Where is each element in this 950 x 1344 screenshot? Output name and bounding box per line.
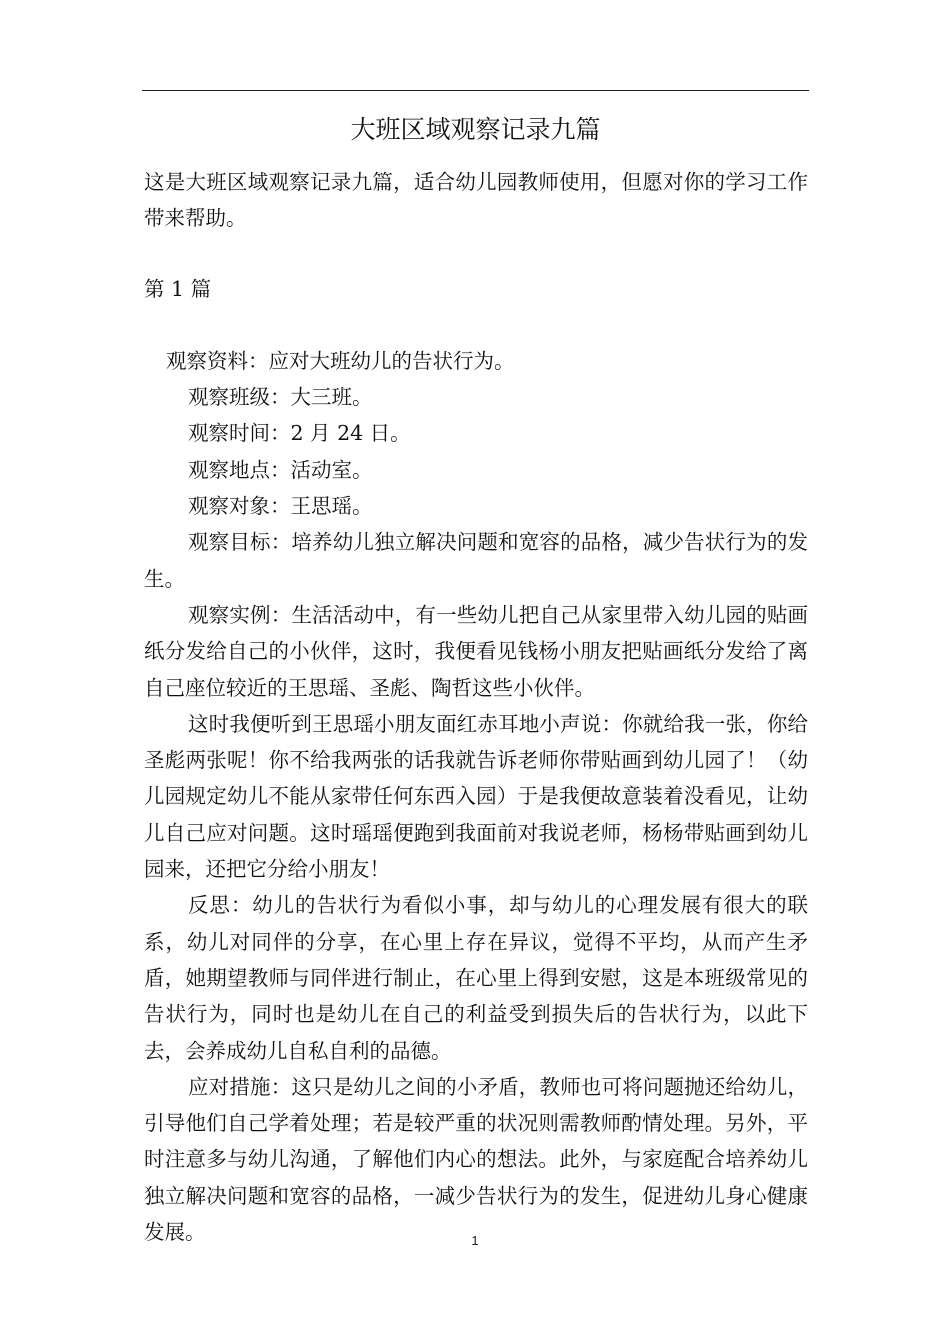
section-heading: 第 1 篇 xyxy=(144,276,212,301)
measures-paragraph: 应对措施：这只是幼儿之间的小矛盾，教师也可将问题抛还给幼儿，引导他们自己学着处理；若是较严重的状况则需教师酌情处理。另外，平时注意多与幼儿沟通，了解他们内心的想法。此外，与家庭配合培养幼儿独立解决问题和宽容的品格，一减少告状行为的发生，促进幼儿身心健康发展。 xyxy=(144,1074,808,1245)
observation-dialogue: 这时我便听到王思瑶小朋友面红赤耳地小声说：你就给我一张，你给圣彪两张呢！你不给我两张的话我就告诉老师你带贴画到幼儿园了！（幼儿园规定幼儿不能从家带任何东西入园）于是我便故意装着没看见，让幼儿自己应对问题。这时瑶瑶便跑到我面前对我说老师，杨杨带贴画到幼儿园来，还把它分给小朋友！ xyxy=(144,711,808,882)
observation-material: 观察资料：应对大班幼儿的告状行为。 xyxy=(166,348,515,373)
reflection-paragraph: 反思：幼儿的告状行为看似小事，却与幼儿的心理发展有很大的联系，幼儿对同伴的分享，在心里上存在异议，觉得不平均，从而产生矛盾，她期望教师与同伴进行制止，在心里上得到安慰，这是本班级常见的告状行为，同时也是幼儿在自己的利益受到损失后的告状行为，以此下去，会养成幼儿自私自利的品德。 xyxy=(144,893,808,1063)
observation-subject: 观察对象：王思瑶。 xyxy=(188,494,373,519)
observation-example: 观察实例：生活活动中，有一些幼儿把自己从家里带入幼儿园的贴画纸分发给自己的小伙伴，这时，我便看见钱杨小朋友把贴画纸分发给了离自己座位较近的王思瑶、圣彪、陶哲这些小伙伴。 xyxy=(144,602,808,700)
intro-paragraph: 这是大班区域观察记录九篇，适合幼儿园教师使用，但愿对你的学习工作带来帮助。 xyxy=(144,170,808,231)
page-number: 1 xyxy=(471,1233,479,1248)
observation-class: 观察班级：大三班。 xyxy=(188,385,373,410)
header-rule xyxy=(142,90,809,91)
observation-time: 观察时间：2 月 24 日。 xyxy=(188,421,411,446)
document-title: 大班区域观察记录九篇 xyxy=(350,115,601,144)
observation-goal: 观察目标：培养幼儿独立解决问题和宽容的品格，减少告状行为的发生。 xyxy=(144,530,808,591)
document-body xyxy=(144,164,808,1250)
observation-place: 观察地点：活动室。 xyxy=(188,457,373,482)
